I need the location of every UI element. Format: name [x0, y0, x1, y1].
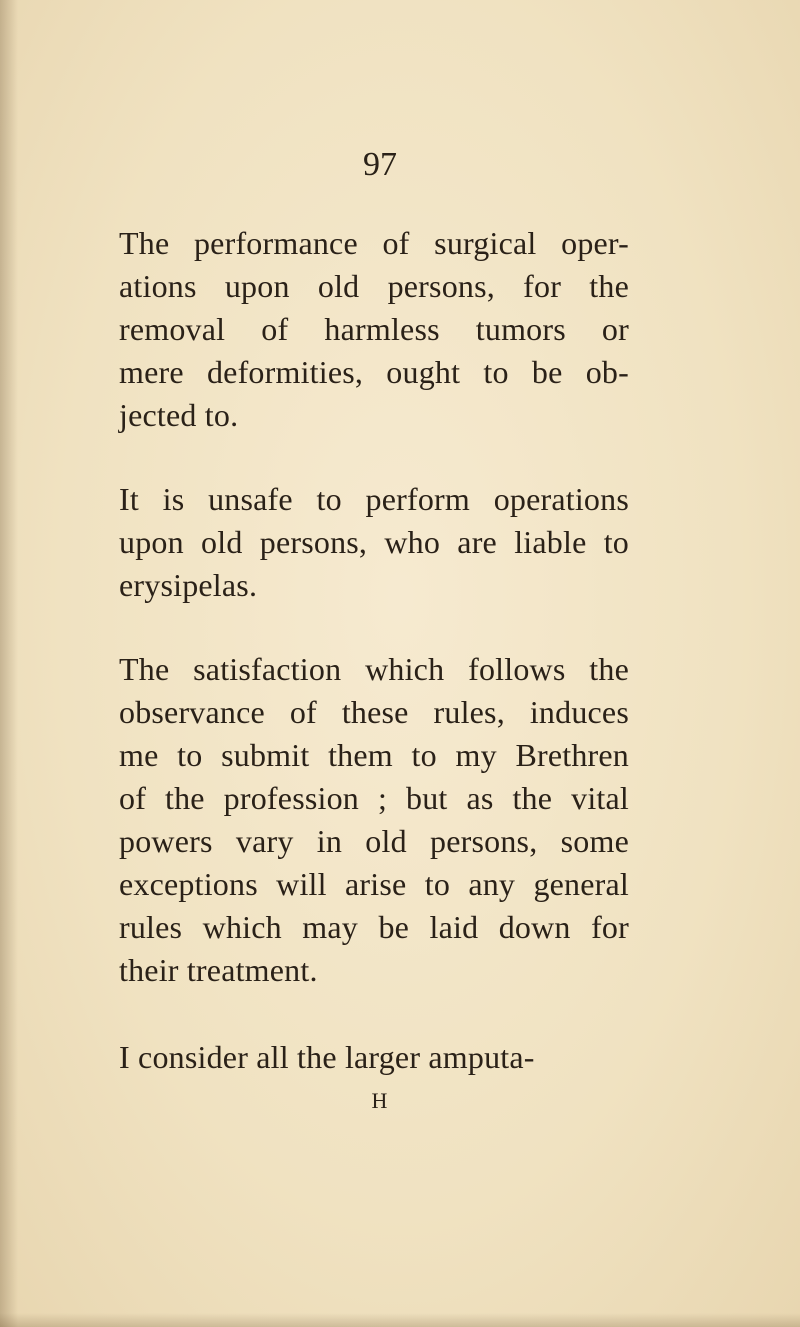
paragraph-3 [119, 648, 629, 992]
paragraph-line: me to submit them to my Brethren [119, 737, 629, 773]
paragraph-line: It is unsafe to perform operations [119, 481, 629, 517]
paragraph-line: rules which may be laid down for [119, 909, 629, 945]
paragraph-line: upon old persons, who are liable to [119, 524, 629, 560]
paragraph-line: removal of harmless tumors or [119, 311, 629, 347]
paragraph-line: I consider all the larger amputa- [119, 1039, 535, 1075]
paragraph-line: The performance of surgical oper- [119, 225, 629, 261]
paragraph-line: jected to. [119, 397, 239, 433]
page-number: 97 [363, 146, 397, 183]
gutter-shadow [0, 0, 18, 1327]
paragraph-2 [119, 478, 629, 607]
paragraph-line: their treatment. [119, 952, 318, 988]
paragraph-line: exceptions will arise to any general [119, 866, 629, 902]
page-bottom-edge [0, 1313, 800, 1327]
paragraph-line: powers vary in old persons, some [119, 823, 629, 859]
paragraph-line: ations upon old persons, for the [119, 268, 629, 304]
paragraph-4 [119, 1036, 629, 1079]
paragraph-line: of the profession ; but as the vital [119, 780, 629, 816]
paragraph-line: mere deformities, ought to be ob- [119, 354, 629, 390]
paragraph-line: erysipelas. [119, 567, 258, 603]
paragraph-line: observance of these rules, induces [119, 694, 629, 730]
signature-mark: H [371, 1088, 389, 1113]
paragraph-1 [119, 222, 629, 437]
paragraph-line: The satisfaction which follows the [119, 651, 629, 687]
